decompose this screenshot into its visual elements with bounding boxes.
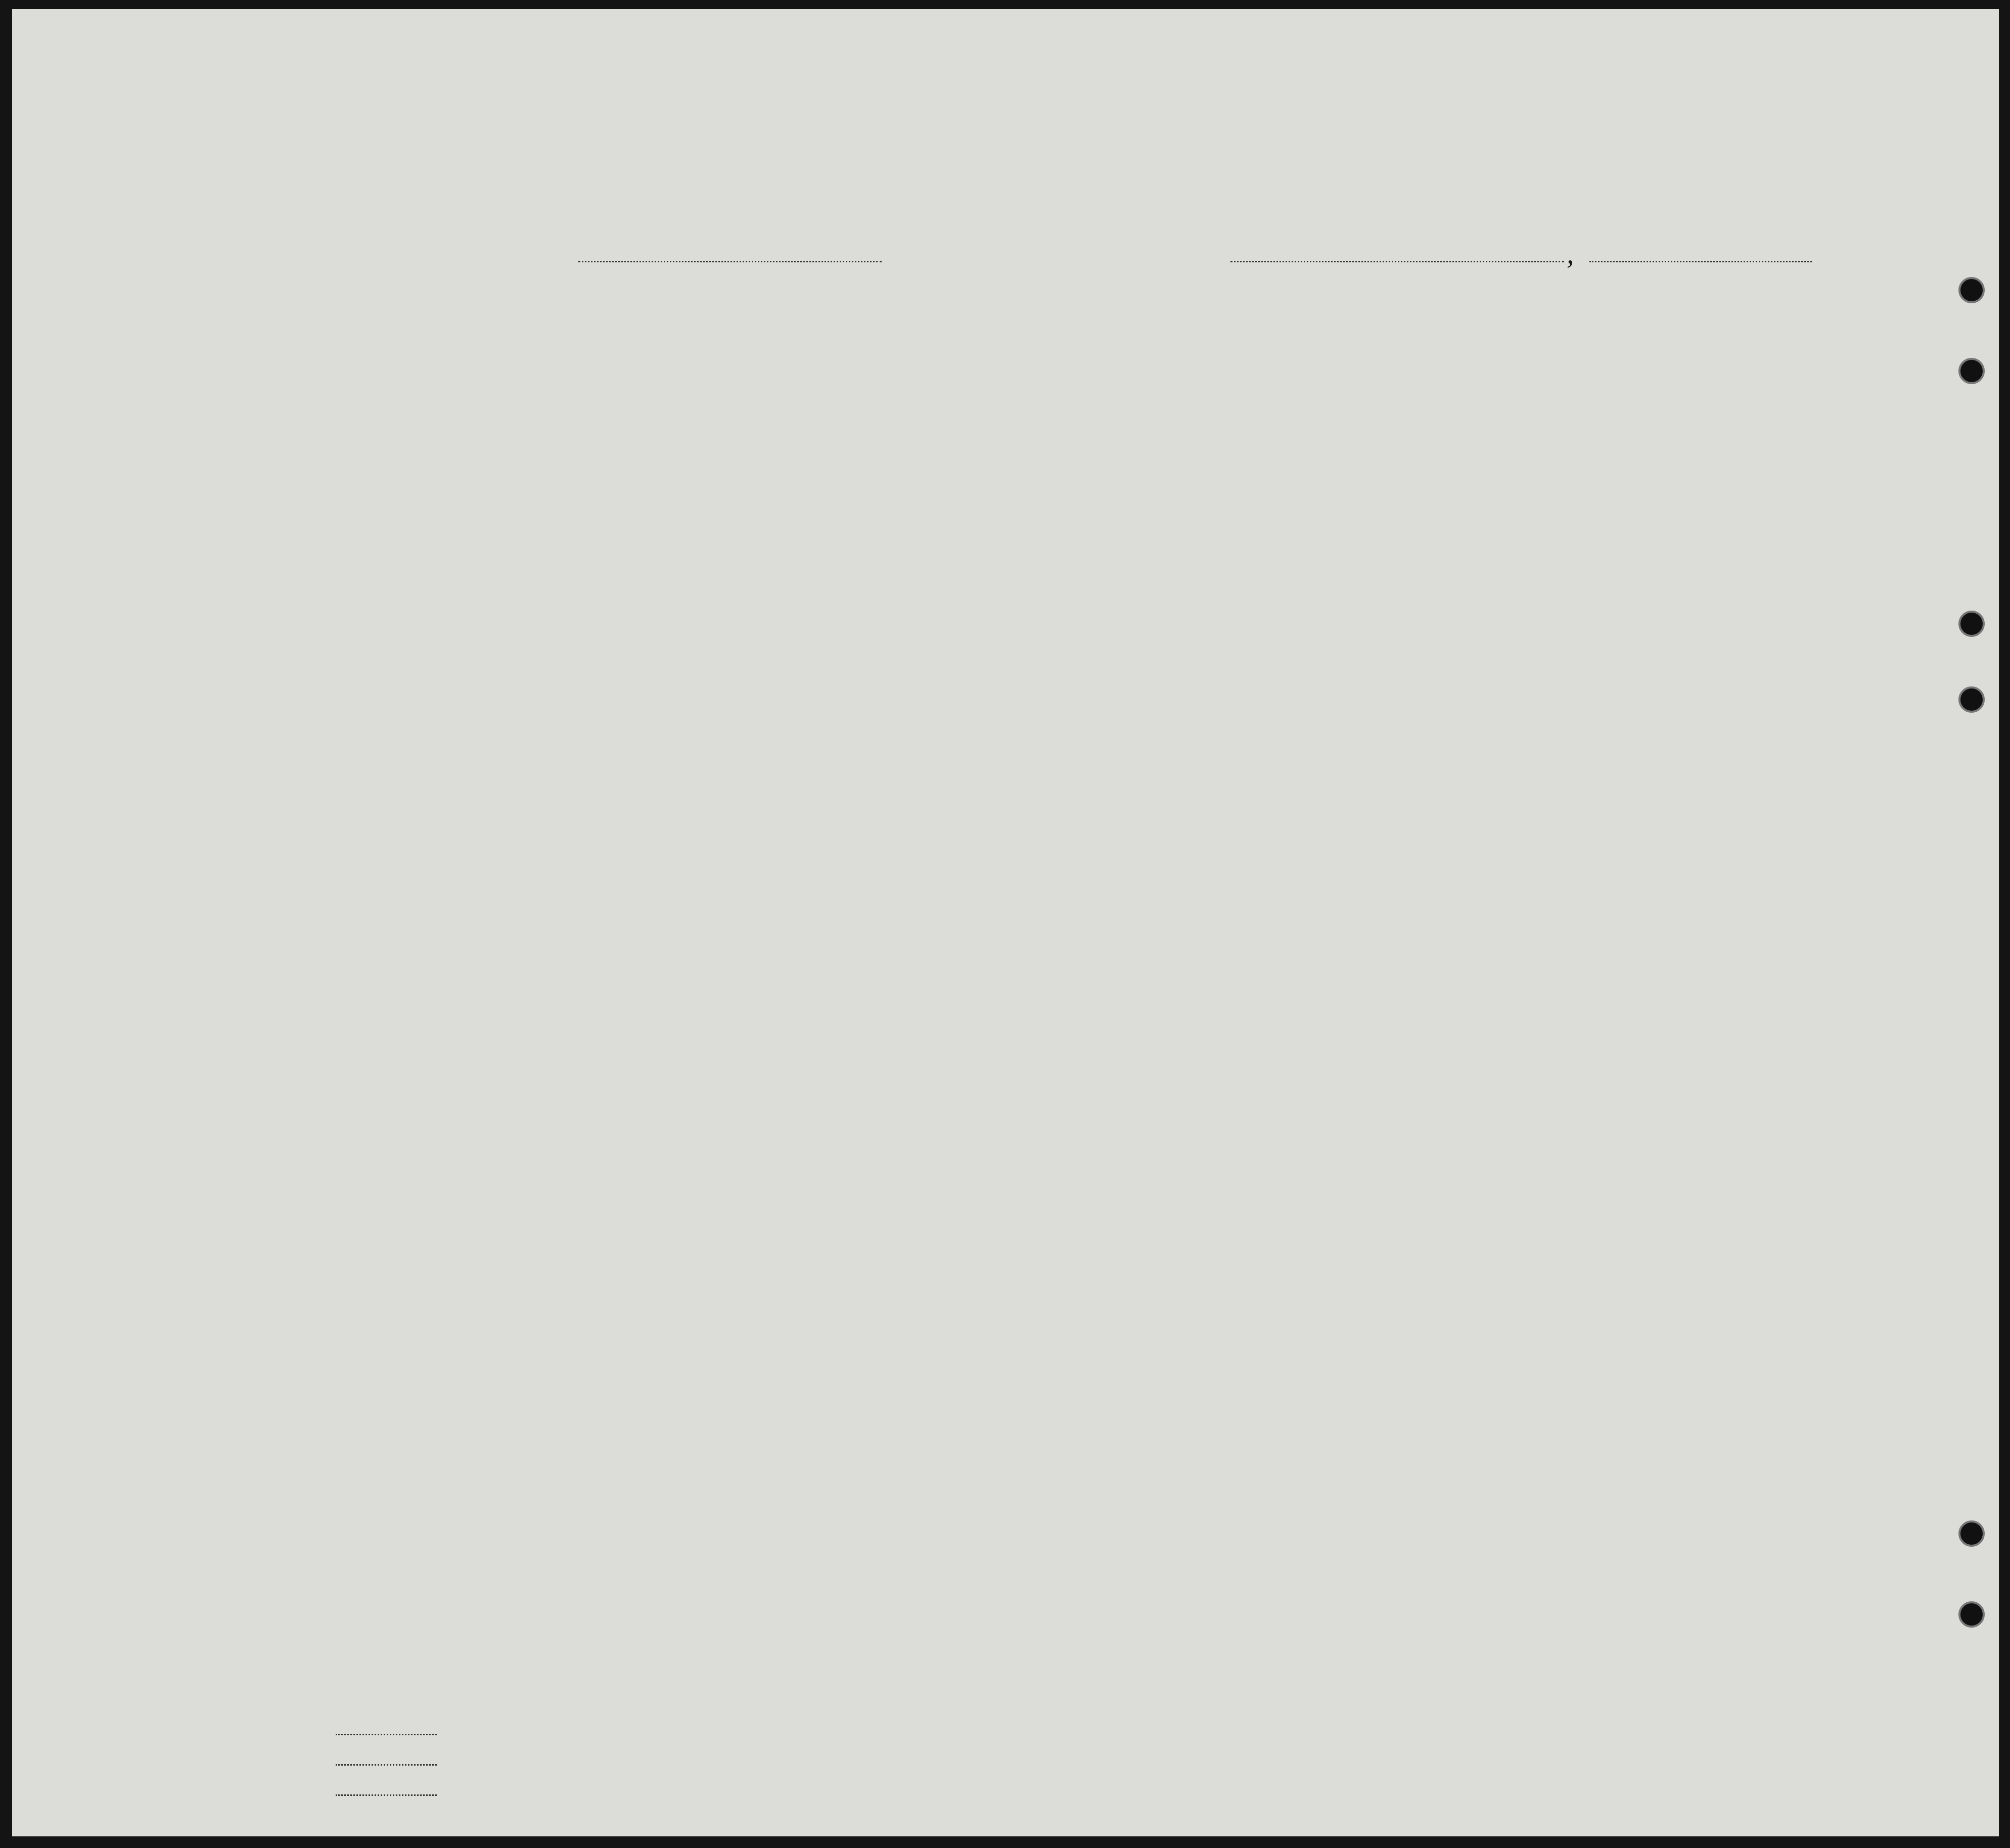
- footer-citizens-line: [336, 1764, 437, 1766]
- footer-aliens-line: [336, 1794, 437, 1796]
- passenger-rows: [12, 9, 1999, 1836]
- footer-total-line: [336, 1734, 437, 1735]
- manifest-sheet: ,: [12, 9, 1999, 1836]
